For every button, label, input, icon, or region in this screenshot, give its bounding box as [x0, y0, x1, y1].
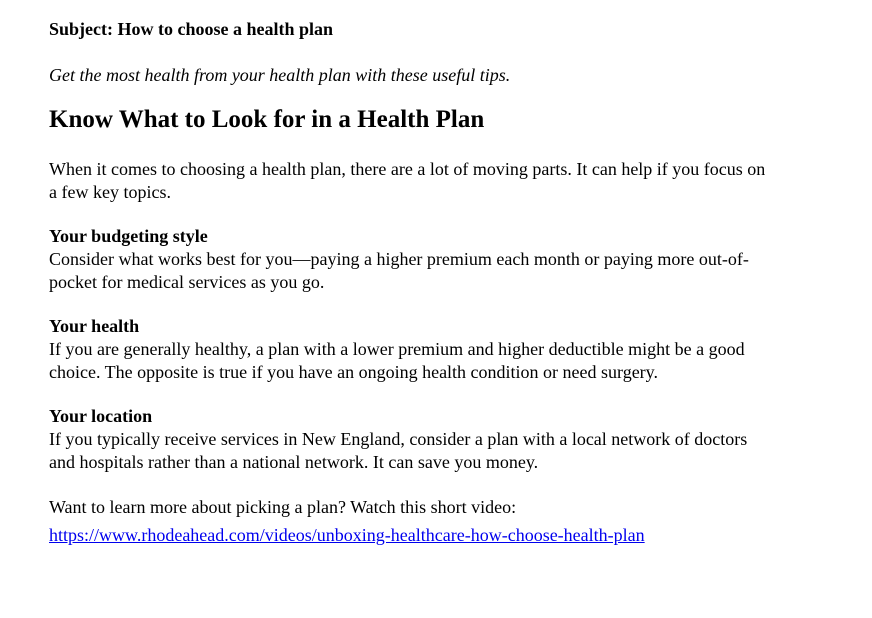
- article-heading: Know What to Look for in a Health Plan: [49, 106, 485, 133]
- lead-paragraph: When it comes to choosing a health plan, there are a lot of moving parts. It can help if you focus on a few key topics.: [49, 159, 766, 202]
- section-budgeting-style: [49, 225, 872, 294]
- section-title: Your health: [49, 316, 140, 336]
- section-your-health: [49, 315, 872, 384]
- section-body: If you typically receive services in New England, consider a plan with a local network of doctors and hospitals rather than a national network. It can save you money.: [49, 429, 748, 472]
- section-title: Your budgeting style: [49, 226, 208, 246]
- section-body: If you are generally healthy, a plan with a lower premium and higher deductible might be a good choice. The opposite is true if you have an ongoing health condition or need surgery.: [49, 339, 745, 382]
- section-body: Consider what works best for you—paying a higher premium each month or paying more out-of-pocket for medical services as you go.: [49, 249, 749, 292]
- video-link[interactable]: https://www.rhodeahead.com/videos/unboxing-healthcare-how-choose-health-plan: [49, 525, 645, 545]
- section-title: Your location: [49, 406, 153, 426]
- closing-paragraph: Want to learn more about picking a plan? Watch this short video:: [49, 497, 517, 517]
- email-subject: Subject: How to choose a health plan: [49, 19, 334, 39]
- section-your-location: [49, 405, 872, 474]
- email-intro: Get the most health from your health plan with these useful tips.: [49, 65, 511, 85]
